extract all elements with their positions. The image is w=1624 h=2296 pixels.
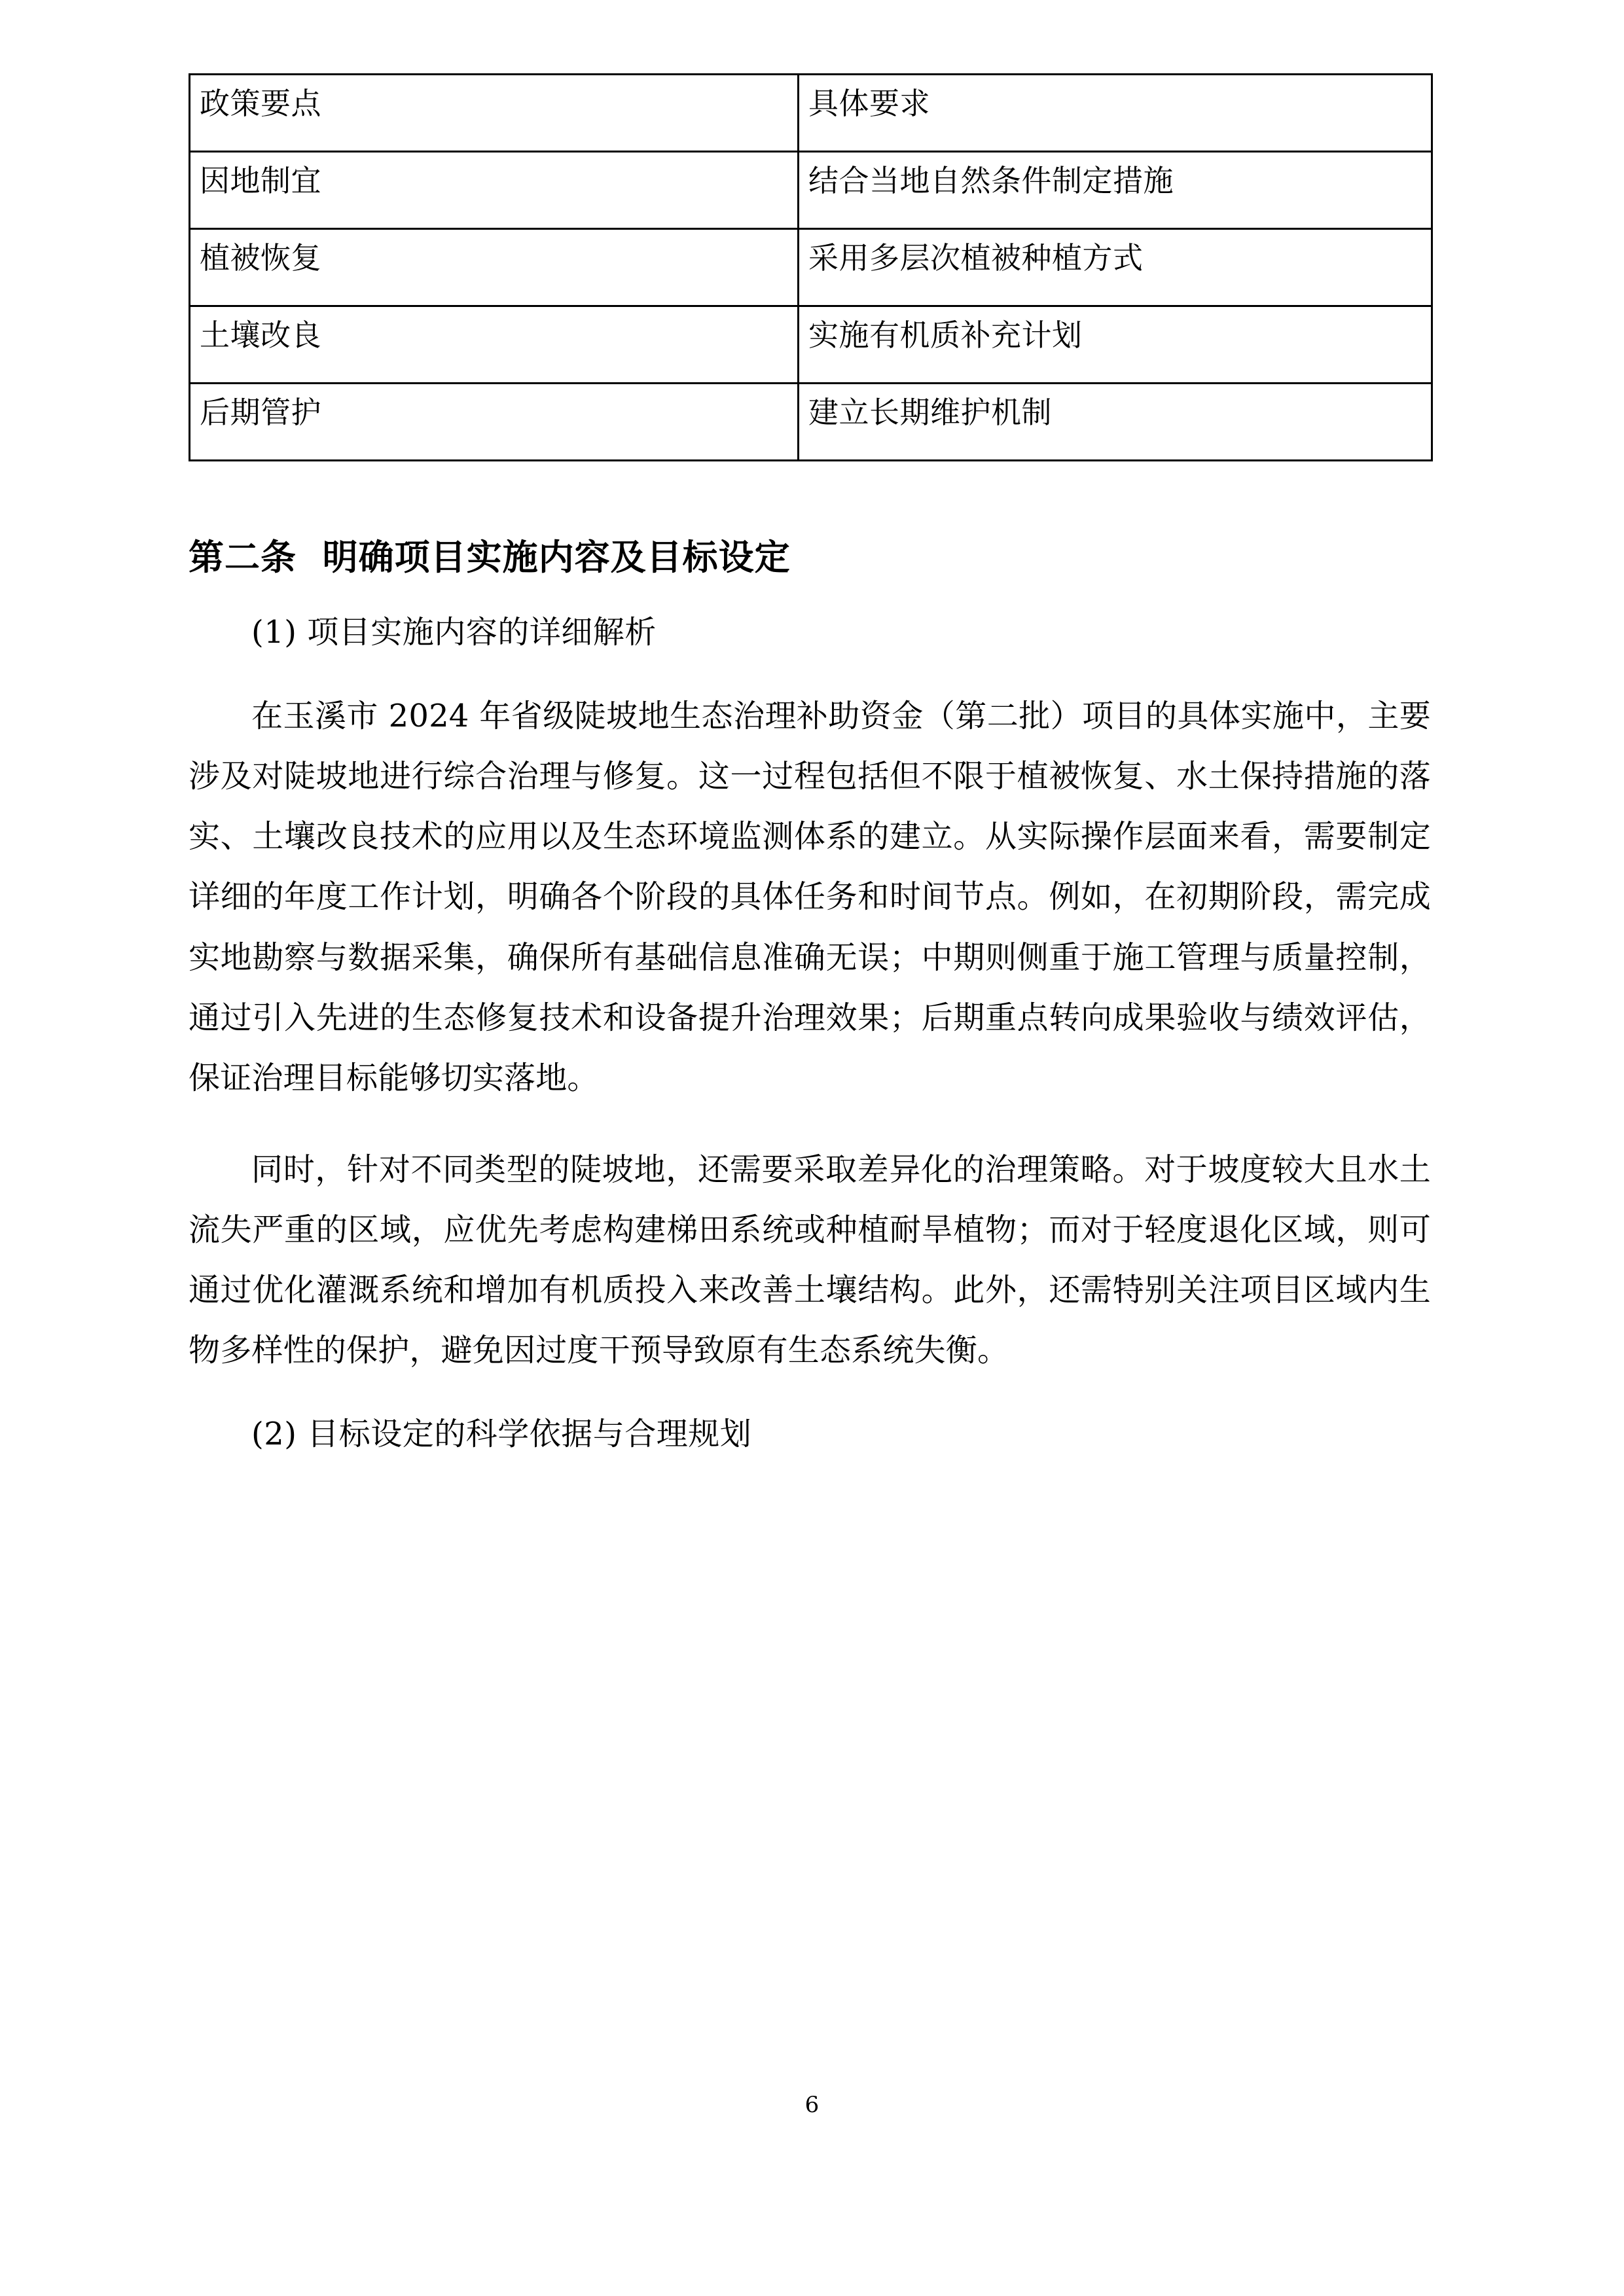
- page-content: [189, 0, 1431, 1488]
- paragraph-project-implementation: 在玉溪市 2024 年省级陡坡地生态治理补助资金（第二批）项目的具体实施中，主要涉及对陡坡地进行综合治理与修复。这一过程包括但不限于植被恢复、水土保持措施的落实、土壤改良技术的应用以及生态环境监测体系的建立。从实际操作层面来看，需要制定详细的年度工作计划，明确各个阶段的具体任务和时间节点。例如，在初期阶段，需完成实地勘察与数据采集，确保所有基础信息准确无误；中期则侧重于施工管理与质量控制，通过引入先进的生态修复技术和设备提升治理效果；后期重点转向成果验收与绩效评估，保证治理目标能够切实落地。: [189, 697, 1431, 1096]
- table-cell-requirement: 实施有机质补充计划: [799, 306, 1432, 384]
- table-header-policy-point: 政策要点: [190, 75, 799, 152]
- paragraph-differentiated-strategy: 同时，针对不同类型的陡坡地，还需要采取差异化的治理策略。对于坡度较大且水土流失严重的区域，应优先考虑构建梯田系统或种植耐旱植物；而对于轻度退化区域，则可通过优化灌溉系统和增加有机质投入来改善土壤结构。此外，还需特别关注项目区域内生物多样性的保护，避免因过度干预导致原有生态系统失衡。: [189, 1151, 1431, 1369]
- table-row: [190, 306, 1432, 384]
- table-row: [190, 384, 1432, 461]
- subheading-goal-setting: (2) 目标设定的科学依据与合理规划: [251, 1415, 752, 1452]
- table-cell-requirement: 建立长期维护机制: [799, 384, 1432, 461]
- table-header-row: [190, 75, 1432, 152]
- table-row: [190, 229, 1432, 306]
- table-cell-requirement: 采用多层次植被种植方式: [799, 229, 1432, 306]
- article-heading: 第二条 明确项目实施内容及目标设定: [189, 536, 791, 578]
- table-header-specific-requirement: 具体要求: [799, 75, 1432, 152]
- subheading-project-content: (1) 项目实施内容的详细解析: [251, 613, 657, 651]
- table-cell-policy-point: 植被恢复: [190, 229, 799, 306]
- policy-requirements-table: [189, 73, 1433, 461]
- table-cell-policy-point: 后期管护: [190, 384, 799, 461]
- table-cell-requirement: 结合当地自然条件制定措施: [799, 152, 1432, 229]
- page-number: 6: [804, 2092, 820, 2118]
- table-cell-policy-point: 因地制宜: [190, 152, 799, 229]
- table-cell-policy-point: 土壤改良: [190, 306, 799, 384]
- table-row: [190, 152, 1432, 229]
